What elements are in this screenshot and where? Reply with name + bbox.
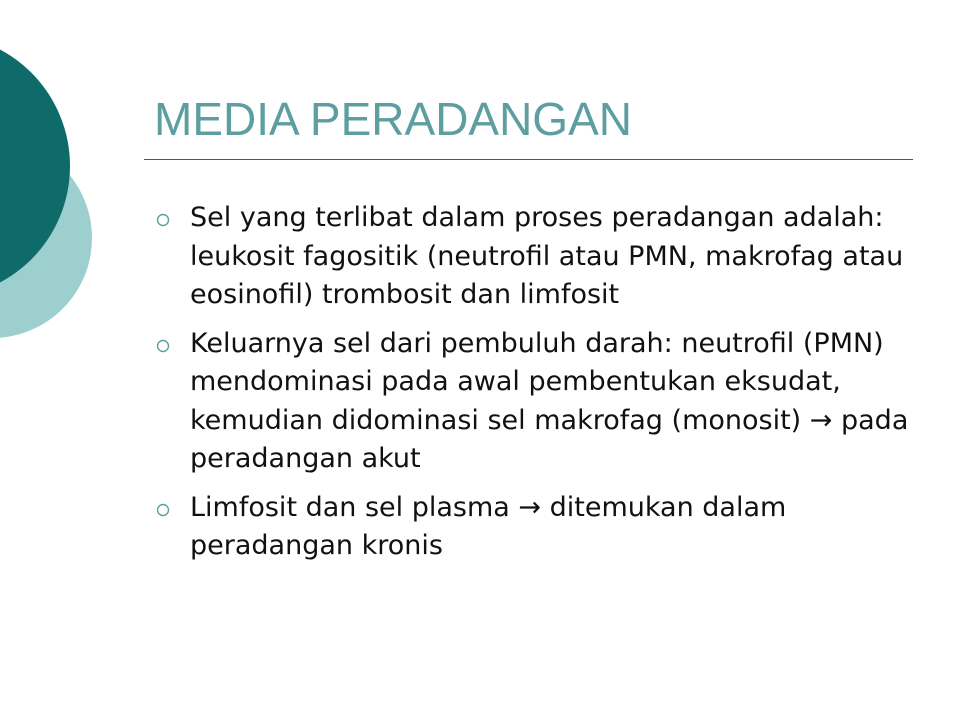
bullet-item [154,489,914,566]
bullet-item [154,199,914,315]
decorative-circles [0,0,140,400]
ring-icon [156,213,170,227]
bullet-text: Sel yang terlibat dalam proses peradangan adalah: leukosit fagositik (neutrofil atau PMN, makrofag atau eosinofil) trombosit dan limfosit [190,202,904,310]
title-divider [144,159,913,160]
ring-icon [156,503,170,517]
bullet-text: Limfosit dan sel plasma → ditemukan dalam peradangan kronis [190,491,787,561]
ring-icon [156,339,170,353]
bullet-item [154,325,914,479]
bullet-text: Keluarnya sel dari pembuluh darah: neutrofil (PMN) mendominasi pada awal pembentukan eksudat, kemudian didominasi sel makrofag (monosit) → pada peradangan akut [190,327,909,474]
bullet-list [154,199,914,576]
slide-title: MEDIA PERADANGAN [154,93,632,145]
